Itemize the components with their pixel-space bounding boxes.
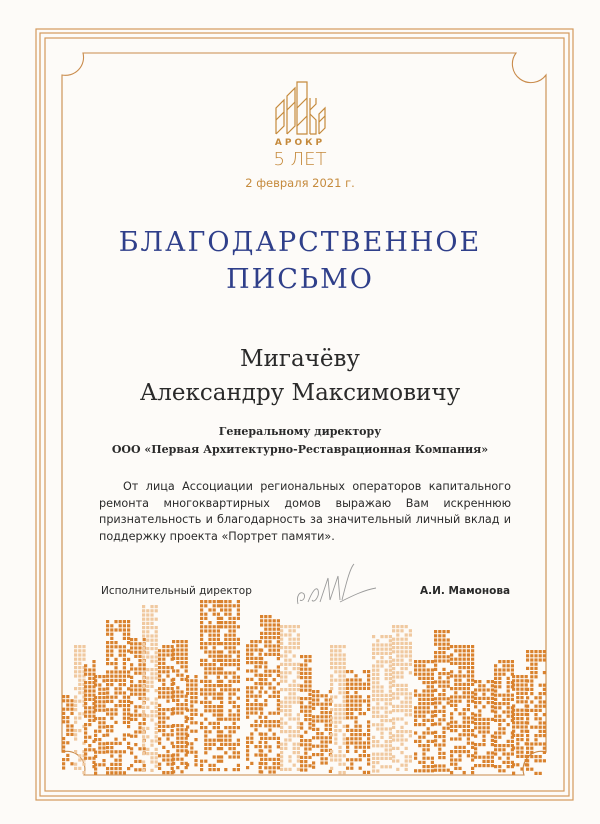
document-title-line-2: ПИСЬМО: [226, 264, 374, 295]
arokr-logo-icon: [270, 78, 330, 138]
city-skyline-illustration: [62, 600, 546, 775]
signatory-name: А.И. Мамонова: [420, 585, 511, 597]
recipient-given-names: Александру Максимовичу: [139, 380, 461, 406]
handwritten-signature-icon: [290, 560, 380, 610]
document-title-line-1: БЛАГОДАРСТВЕННОЕ: [118, 227, 482, 258]
recipient-surname: Мигачёву: [240, 346, 360, 372]
logo-name: АРОКР: [274, 138, 326, 148]
recipient-company: ООО «Первая Архитектурно-Реставрационная Компания»: [111, 443, 489, 456]
signatory-role: Исполнительный директор: [101, 585, 252, 597]
recipient-position: Генеральному директору: [218, 425, 382, 438]
anniversary-label: 5 ЛЕТ: [273, 149, 327, 170]
letter-body: От лица Ассоциации региональных операторов капитального ремонта многоквартирных домов выражаю Вам искреннюю признательность и благодарность за значительный личный вклад и поддержку проекта «Портрет памяти».: [99, 480, 511, 543]
letter-date: 2 февраля 2021 г.: [245, 176, 355, 190]
